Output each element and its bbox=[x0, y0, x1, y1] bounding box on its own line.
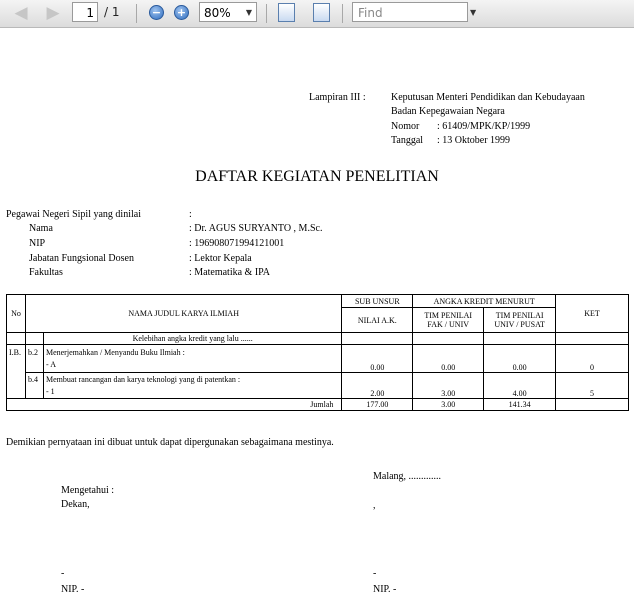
header-nilai-ak: NILAI A.K. bbox=[342, 308, 413, 333]
header-tim-univ bbox=[484, 308, 556, 333]
toolbar-divider bbox=[342, 4, 343, 23]
row-title: Membuat rancangan dan karya teknologi yang di patentkan : bbox=[45, 375, 241, 384]
section-no: I.B. bbox=[7, 345, 26, 399]
kelebihan-nilai-cell bbox=[342, 333, 413, 345]
header-judul: NAMA JUDUL KARYA ILMIAH bbox=[25, 295, 341, 333]
header-sub-unsur: SUB UNSUR bbox=[342, 295, 413, 308]
row-fak: 0.00 bbox=[413, 345, 484, 373]
header-ket: KET bbox=[556, 295, 629, 333]
kegiatan-table bbox=[6, 294, 629, 411]
table-row bbox=[7, 373, 629, 399]
nomor-label: Nomor bbox=[391, 121, 420, 132]
pdf-toolbar bbox=[0, 0, 634, 28]
identity-intro-label: Pegawai Negeri Sipil yang dinilai bbox=[6, 209, 141, 220]
left-nip: NIP. - bbox=[61, 584, 85, 595]
toolbar-divider bbox=[266, 4, 267, 23]
decree-line2: Badan Kepegawaian Negara bbox=[391, 106, 505, 117]
page-title: DAFTAR KEGIATAN PENELITIAN bbox=[195, 168, 439, 185]
header-tim-univ-line1: TIM PENILAI bbox=[495, 311, 544, 320]
header-tim-fak bbox=[413, 308, 484, 333]
row-ket: 5 bbox=[556, 373, 629, 399]
tanggal-value: : 13 Oktober 1999 bbox=[437, 135, 511, 146]
jumlah-row bbox=[7, 399, 629, 411]
statement-text: Demikian pernyataan ini dibuat untuk dapat dipergunakan sebagaimana mestinya. bbox=[6, 437, 334, 448]
kelebihan-no-cell bbox=[7, 333, 26, 345]
header-tim-univ-line2: UNIV / PUSAT bbox=[494, 320, 545, 329]
row-univ: 0.00 bbox=[484, 345, 556, 373]
page-number-input[interactable]: 1 bbox=[72, 2, 98, 22]
row-code: b.4 bbox=[25, 373, 43, 399]
jabatan-value: : Lektor Kepala bbox=[189, 253, 252, 264]
kelebihan-univ-cell bbox=[484, 333, 556, 345]
previous-page-arrow-icon[interactable]: ◀ bbox=[14, 3, 28, 23]
fakultas-value: : Matematika & IPA bbox=[189, 267, 271, 278]
find-input[interactable]: Find bbox=[352, 2, 468, 22]
zoom-value: 80% bbox=[204, 6, 231, 20]
document-page bbox=[0, 28, 634, 598]
jumlah-ket-cell bbox=[556, 399, 629, 411]
header-angka-kredit: ANGKA KREDIT MENURUT bbox=[413, 295, 556, 308]
nama-value: : Dr. AGUS SURYANTO , M.Sc. bbox=[189, 223, 323, 234]
lampiran-label: Lampiran III : bbox=[309, 92, 366, 103]
jumlah-fak: 3.00 bbox=[413, 399, 484, 411]
toolbar-divider bbox=[136, 4, 137, 23]
header-tim-fak-line1: TIM PENILAI bbox=[424, 311, 473, 320]
kelebihan-row: Kelebihan angka kredit yang lalu ...... bbox=[43, 333, 341, 345]
row-title: Menerjemahkan / Menyandu Buku Ilmiah : bbox=[45, 348, 185, 357]
zoom-in-icon[interactable]: + bbox=[174, 5, 189, 20]
row-title-cell bbox=[43, 373, 341, 399]
header-tim-fak-line2: FAK / UNIV bbox=[427, 320, 470, 329]
jumlah-label: Jumlah bbox=[7, 399, 342, 411]
jumlah-nilai: 177.00 bbox=[342, 399, 413, 411]
table-row bbox=[7, 345, 629, 373]
nip-label: NIP bbox=[29, 238, 46, 249]
row-ket: 0 bbox=[556, 345, 629, 373]
row-item: - A bbox=[45, 360, 56, 369]
fit-width-icon[interactable] bbox=[313, 3, 330, 22]
row-code: b.2 bbox=[25, 345, 43, 373]
nomor-value: : 61409/MPK/KP/1999 bbox=[437, 121, 531, 132]
row-item: - 1 bbox=[45, 387, 55, 396]
row-univ: 4.00 bbox=[484, 373, 556, 399]
header-no: No bbox=[7, 295, 26, 333]
nama-label: Nama bbox=[29, 223, 53, 234]
identity-intro-value: : bbox=[189, 209, 192, 220]
zoom-out-icon[interactable]: − bbox=[149, 5, 164, 20]
page-total: / 1 bbox=[104, 5, 120, 19]
signer-title: , bbox=[373, 500, 376, 511]
next-page-arrow-icon[interactable]: ▶ bbox=[46, 3, 60, 23]
left-signer-name: - bbox=[61, 568, 65, 579]
kelebihan-ket-cell bbox=[556, 333, 629, 345]
right-signer-name: - bbox=[373, 568, 377, 579]
mengetahui-label: Mengetahui : bbox=[61, 485, 115, 496]
row-fak: 3.00 bbox=[413, 373, 484, 399]
kelebihan-code-cell bbox=[25, 333, 43, 345]
fakultas-label: Fakultas bbox=[29, 267, 63, 278]
jumlah-univ: 141.34 bbox=[484, 399, 556, 411]
right-nip: NIP. - bbox=[373, 584, 397, 595]
fit-page-icon[interactable] bbox=[278, 3, 295, 22]
row-nilai: 0.00 bbox=[342, 345, 413, 373]
kelebihan-fak-cell bbox=[413, 333, 484, 345]
dekan-label: Dekan, bbox=[61, 499, 90, 510]
place-date: Malang, ............. bbox=[373, 471, 442, 482]
find-options-chevron-icon[interactable]: ▼ bbox=[470, 8, 477, 17]
decree-line1: Keputusan Menteri Pendidikan dan Kebudayaan bbox=[391, 92, 585, 103]
zoom-select[interactable] bbox=[199, 2, 257, 22]
row-title-cell bbox=[43, 345, 341, 373]
nip-value: : 196908071994121001 bbox=[189, 238, 285, 249]
chevron-down-icon[interactable]: ▼ bbox=[245, 8, 252, 17]
jabatan-label: Jabatan Fungsional Dosen bbox=[29, 253, 134, 264]
tanggal-label: Tanggal bbox=[391, 135, 424, 146]
row-nilai: 2.00 bbox=[342, 373, 413, 399]
